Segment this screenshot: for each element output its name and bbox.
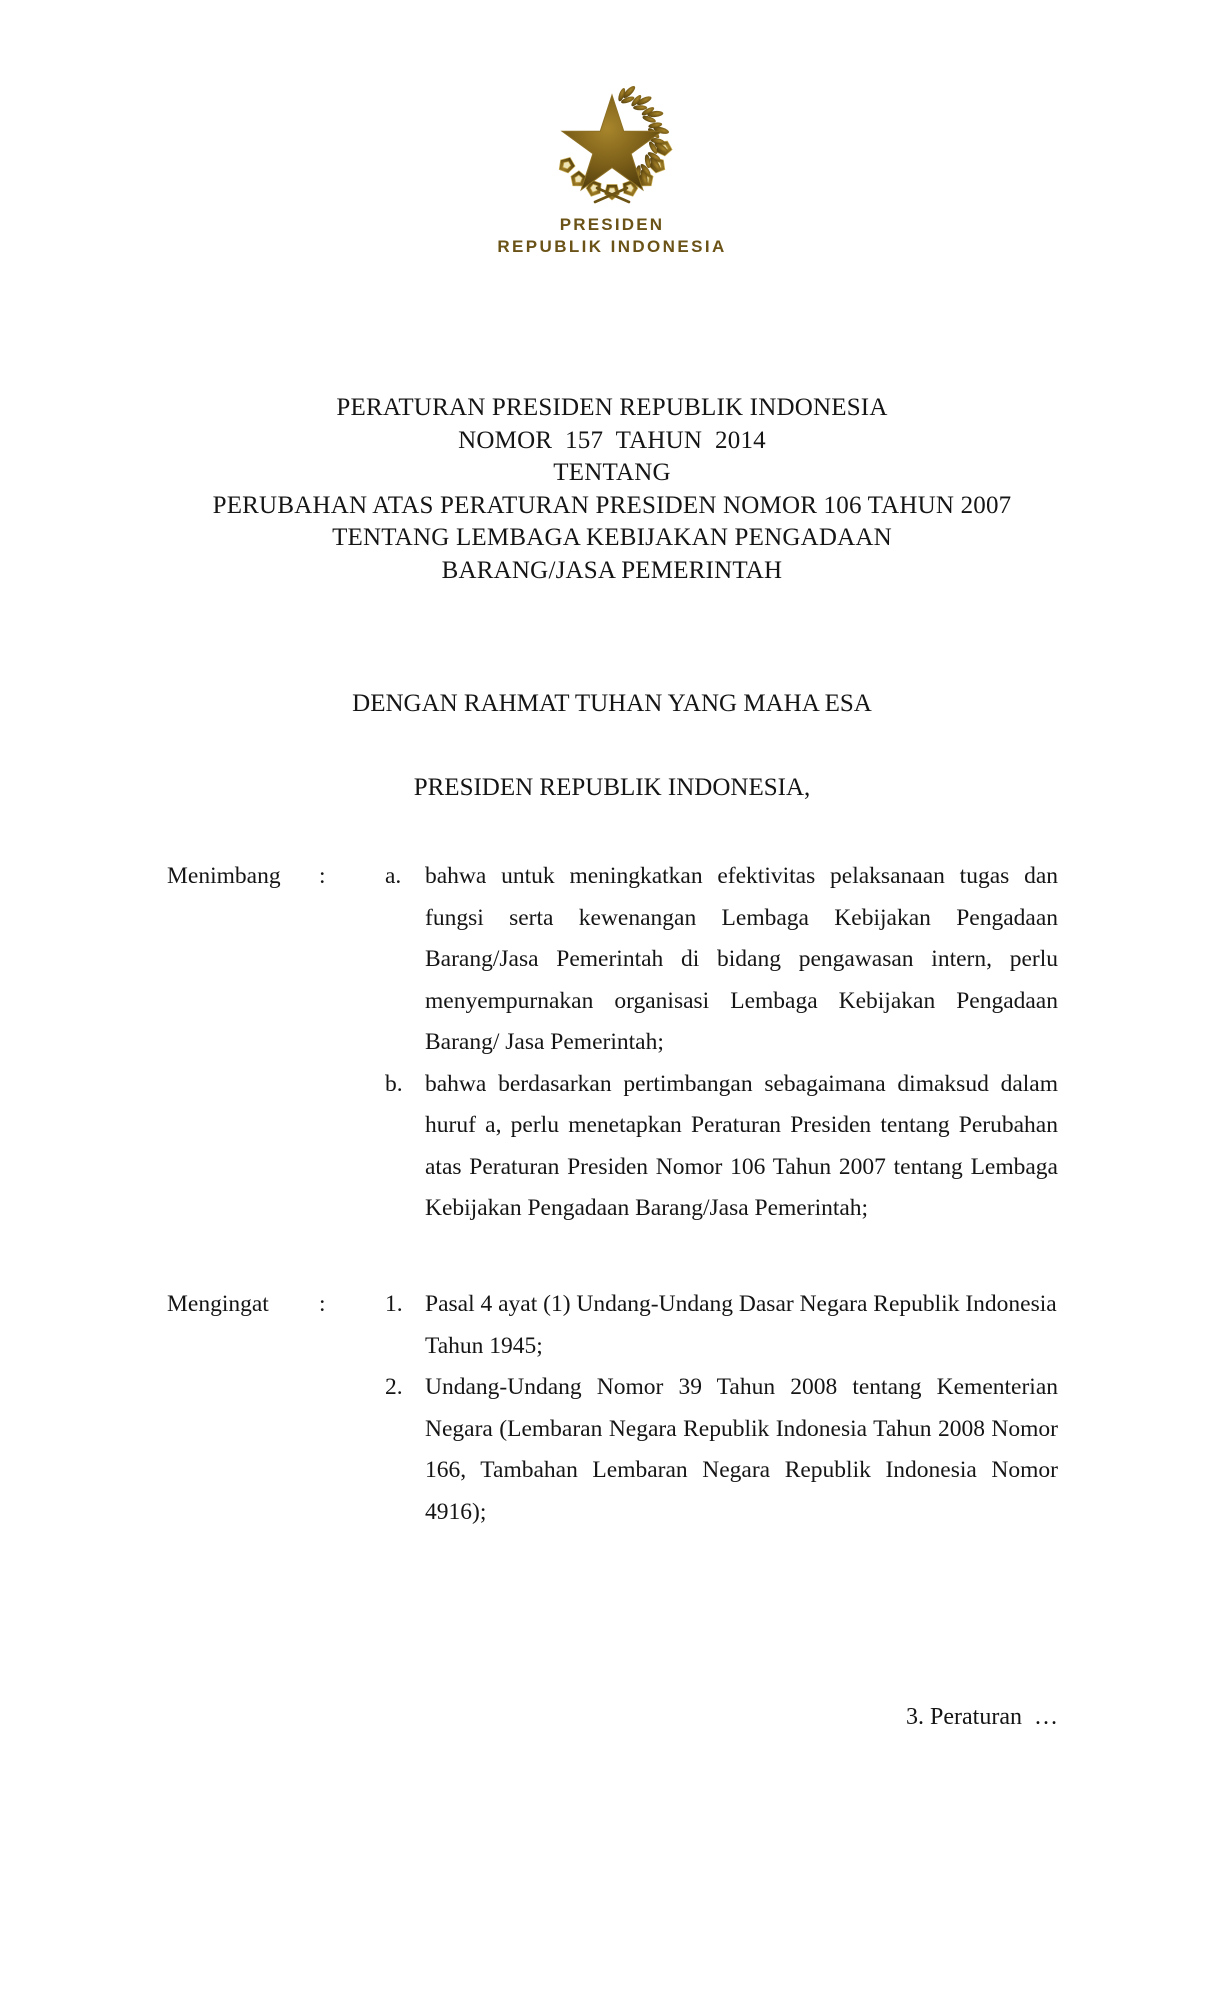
menimbang-items [385, 856, 1058, 1230]
blessing-line: DENGAN RAHMAT TUHAN YANG MAHA ESA [352, 690, 872, 717]
document-title-block [0, 392, 1224, 587]
list-item [385, 1064, 1058, 1230]
list-item-text: Pasal 4 ayat (1) Undang-Undang Dasar Negara Republik Indonesia Tahun 1945; [425, 1291, 1057, 1359]
list-item-marker: a. [385, 863, 402, 889]
title-line-2: NOMOR 157 TAHUN 2014 [458, 426, 766, 454]
menimbang-label: Menimbang [167, 863, 281, 889]
title-line-5: TENTANG LEMBAGA KEBIJAKAN PENGADAAN [332, 524, 892, 551]
list-item-marker: b. [385, 1070, 403, 1097]
mengingat-items [385, 1284, 1058, 1533]
menimbang-section [167, 856, 1058, 1230]
list-item-text: Undang-Undang Nomor 39 Tahun 2008 tentang Kementerian Negara (Lembaran Negara Republik Indonesia Tahun 2008 Nomor 166, Tambahan Lembaran Negara Republik Indonesia Nomor 4916); [425, 1374, 1058, 1525]
list-item [385, 1284, 1058, 1367]
signatory-line: PRESIDEN REPUBLIK INDONESIA, [413, 774, 811, 801]
title-line-3: TENTANG [553, 459, 671, 486]
title-line-1: PERATURAN PRESIDEN REPUBLIK INDONESIA [336, 394, 888, 421]
mengingat-colon: : [319, 1291, 326, 1317]
emblem-caption [0, 214, 1224, 259]
list-item [385, 1367, 1058, 1533]
list-item-marker: 1. [385, 1291, 403, 1317]
emblem-caption-line2: REPUBLIK INDONESIA [497, 237, 727, 257]
page-catchword: 3. Peraturan … [906, 1704, 1058, 1730]
menimbang-heading [167, 856, 385, 898]
document-emblem-header [0, 70, 1224, 259]
emblem-caption-line1: PRESIDEN [559, 215, 665, 234]
list-item [385, 856, 1058, 1064]
title-line-4: PERUBAHAN ATAS PERATURAN PRESIDEN NOMOR 106 TAHUN 2007 [212, 491, 1012, 519]
list-item-text: bahwa berdasarkan pertimbangan sebagaimana dimaksud dalam huruf a, perlu menetapkan Peraturan Presiden tentang Perubahan atas Peraturan Presiden Nomor 106 Tahun 2007 tentang Lembaga Kebijakan Pengadaan Barang/Jasa Pemerintah; [425, 1070, 1058, 1221]
menimbang-colon: : [319, 863, 326, 889]
indonesian-presidential-emblem-icon [537, 70, 687, 208]
invocation-block [0, 688, 1224, 720]
mengingat-heading [167, 1284, 385, 1326]
mengingat-section [167, 1284, 1058, 1533]
list-item-marker: 2. [385, 1374, 403, 1400]
mengingat-label: Mengingat [167, 1291, 269, 1317]
title-line-6: BARANG/JASA PEMERINTAH [441, 556, 783, 584]
list-item-text: bahwa untuk meningkatkan efektivitas pelaksanaan tugas dan fungsi serta kewenangan Lembaga Kebijakan Pengadaan Barang/Jasa Pemerintah di bidang pengawasan intern, perlu menyempurnakan organisasi Lembaga Kebijakan Pengadaan Barang/ Jasa Pemerintah; [425, 863, 1058, 1055]
